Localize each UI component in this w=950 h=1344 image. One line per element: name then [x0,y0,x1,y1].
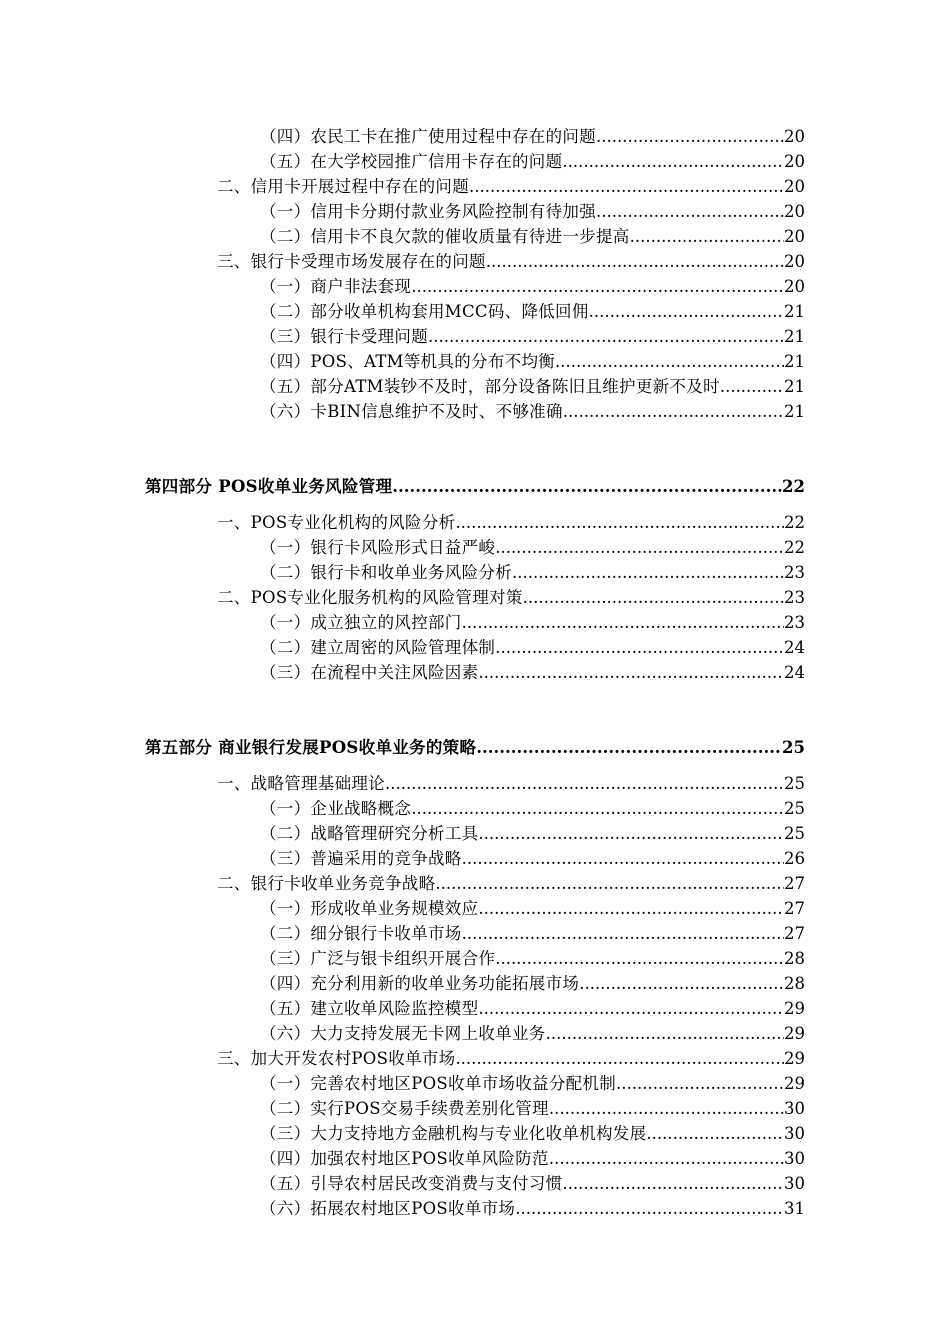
toc-page-number: 29 [784,999,805,1018]
toc-page-number: 25 [782,738,805,757]
toc-page-number: 22 [782,477,805,496]
toc-subsection-entry [260,226,805,248]
toc-subsection-entry [260,276,805,298]
toc-section-entry [217,873,805,895]
toc-page-number: 21 [784,302,805,321]
toc-subsection-entry [260,151,805,173]
toc-entry-title: （二）细分银行卡收单市场 [260,924,462,943]
toc-dot-leader [515,1198,784,1220]
toc-subsection-entry [260,1173,805,1195]
toc-dot-leader [462,612,784,634]
toc-dot-leader [411,798,784,820]
toc-dot-leader [546,1023,784,1045]
toc-subsection-entry [260,201,805,223]
toc-subsection-entry [260,823,805,845]
toc-entry-title: 二、POS专业化服务机构的风险管理对策 [217,588,523,607]
toc-page-number: 20 [784,277,805,296]
toc-entry-title: （二）信用卡不良欠款的催收质量有待进一步提高 [260,227,630,246]
toc-dot-leader [455,1048,784,1070]
toc-subsection-entry [260,798,805,820]
toc-subsection-entry [260,562,805,584]
toc-dot-leader [476,737,782,759]
toc-dot-leader [486,251,784,273]
toc-section-entry [217,773,805,795]
toc-dot-leader [478,898,784,920]
toc-section-entry [217,176,805,198]
toc-entry-title: （五）建立收单风险监控模型 [260,999,479,1018]
toc-entry-title: 三、银行卡受理市场发展存在的问题 [217,252,486,271]
toc-subsection-entry [260,376,805,398]
toc-page-number: 30 [784,1174,805,1193]
toc-section-entry [217,251,805,273]
toc-dot-leader [411,276,784,298]
toc-dot-leader [596,201,784,223]
toc-subsection-entry [260,1023,805,1045]
toc-entry-title: （一）完善农村地区POS收单市场收益分配机制 [260,1074,617,1093]
toc-entry-title: 二、信用卡开展过程中存在的问题 [217,177,469,196]
toc-dot-leader [562,1173,784,1195]
toc-dot-leader [720,376,784,398]
toc-entry-title: （一）商户非法套现 [260,277,412,296]
toc-dot-leader [435,873,784,895]
toc-page-number: 22 [784,538,805,557]
toc-entry-title: 一、POS专业化机构的风险分析 [217,513,456,532]
toc-subsection-entry [260,898,805,920]
toc-part-heading [145,476,805,498]
toc-subsection-entry [260,1148,805,1170]
toc-entry-title: 一、战略管理基础理论 [217,774,385,793]
toc-page-number: 20 [784,227,805,246]
toc-dot-leader [462,923,784,945]
toc-subsection-entry [260,973,805,995]
toc-entry-title: （三）在流程中关注风险因素 [260,663,479,682]
toc-dot-leader [512,562,784,584]
toc-dot-leader [495,537,784,559]
toc-page-number: 24 [784,663,805,682]
toc-page-number: 27 [784,899,805,918]
toc-page-number: 23 [784,588,805,607]
toc-page-number: 22 [784,513,805,532]
toc-subsection-entry [260,401,805,423]
toc-dot-leader [428,326,784,348]
toc-dot-leader [646,1123,784,1145]
toc-page-number: 29 [784,1049,805,1068]
toc-dot-leader [549,1148,784,1170]
toc-entry-title: （四）加强农村地区POS收单风险防范 [260,1149,549,1168]
toc-entry-title: （一）信用卡分期付款业务风险控制有待加强 [260,202,596,221]
toc-page-number: 24 [784,638,805,657]
toc-entry-title: 二、银行卡收单业务竞争战略 [217,874,436,893]
toc-page-number: 29 [784,1024,805,1043]
toc-dot-leader [579,973,784,995]
toc-subsection-entry [260,351,805,373]
toc-dot-leader [562,151,784,173]
toc-page-number: 23 [784,563,805,582]
toc-dot-leader [596,126,784,148]
toc-subsection-entry [260,923,805,945]
toc-page-number: 30 [784,1099,805,1118]
toc-dot-leader [462,848,784,870]
toc-page-number: 21 [784,352,805,371]
toc-dot-leader [455,512,784,534]
toc-dot-leader [555,351,784,373]
toc-entry-title: （一）银行卡风险形式日益严峻 [260,538,496,557]
toc-subsection-entry [260,1073,805,1095]
toc-page-number: 20 [784,252,805,271]
toc-subsection-entry [260,998,805,1020]
toc-dot-leader [616,1073,784,1095]
toc-entry-title: （四）农民工卡在推广使用过程中存在的问题 [260,127,596,146]
toc-page-number: 30 [784,1149,805,1168]
toc-dot-leader [495,948,784,970]
toc-entry-title: （三）普遍采用的竞争战略 [260,849,462,868]
toc-entry-title: （二）部分收单机构套用MCC码、降低回佣 [260,302,589,321]
toc-entry-title: （五）引导农村居民改变消费与支付习惯 [260,1174,563,1193]
toc-entry-title: （三）广泛与银卡组织开展合作 [260,949,496,968]
toc-entry-title: 第五部分 商业银行发展POS收单业务的策略 [145,738,477,757]
toc-entry-title: （三）大力支持地方金融机构与专业化收单机构发展 [260,1124,647,1143]
toc-subsection-entry [260,537,805,559]
toc-page-number: 21 [784,327,805,346]
toc-subsection-entry [260,326,805,348]
toc-page-number: 28 [784,949,805,968]
toc-page-number: 28 [784,974,805,993]
toc-entry-title: （二）建立周密的风险管理体制 [260,638,496,657]
toc-part-heading [145,737,805,759]
toc-subsection-entry [260,948,805,970]
toc-subsection-entry [260,637,805,659]
toc-page-number: 23 [784,613,805,632]
toc-entry-title: （二）实行POS交易手续费差别化管理 [260,1099,549,1118]
toc-entry-title: （五）在大学校园推广信用卡存在的问题 [260,152,563,171]
toc-page-number: 25 [784,774,805,793]
toc-subsection-entry [260,1098,805,1120]
toc-section-entry [217,587,805,609]
toc-dot-leader [392,476,782,498]
toc-subsection-entry [260,662,805,684]
toc-subsection-entry [260,1198,805,1220]
toc-page-number: 31 [784,1199,805,1218]
toc-dot-leader [589,301,784,323]
toc-entry-title: （一）成立独立的风控部门 [260,613,462,632]
toc-subsection-entry [260,301,805,323]
toc-entry-title: （六）拓展农村地区POS收单市场 [260,1199,516,1218]
toc-dot-leader [495,637,784,659]
toc-subsection-entry [260,848,805,870]
toc-page-number: 20 [784,152,805,171]
toc-dot-leader [478,823,784,845]
toc-page-number: 20 [784,177,805,196]
toc-dot-leader [549,1098,784,1120]
toc-page-number: 20 [784,127,805,146]
toc-entry-title: （二）战略管理研究分析工具 [260,824,479,843]
toc-page-number: 26 [784,849,805,868]
toc-page-number: 30 [784,1124,805,1143]
toc-entry-title: （四）充分利用新的收单业务功能拓展市场 [260,974,580,993]
toc-section-entry [217,512,805,534]
toc-dot-leader [630,226,784,248]
toc-section-entry [217,1048,805,1070]
toc-page-number: 27 [784,924,805,943]
toc-entry-title: 第四部分 POS收单业务风险管理 [145,477,393,496]
toc-entry-title: （一）形成收单业务规模效应 [260,899,479,918]
toc-entry-title: 三、加大开发农村POS收单市场 [217,1049,456,1068]
toc-page-number: 29 [784,1074,805,1093]
toc-page-number: 25 [784,824,805,843]
toc-page-number: 21 [784,402,805,421]
toc-entry-title: （二）银行卡和收单业务风险分析 [260,563,512,582]
toc-dot-leader [478,998,784,1020]
toc-entry-title: （六）大力支持发展无卡网上收单业务 [260,1024,546,1043]
toc-dot-leader [385,773,784,795]
toc-entry-title: （一）企业战略概念 [260,799,412,818]
toc-dot-leader [478,662,784,684]
toc-subsection-entry [260,612,805,634]
toc-entry-title: （三）银行卡受理问题 [260,327,428,346]
toc-dot-leader [563,401,784,423]
toc-entry-title: （五）部分ATM装钞不及时，部分设备陈旧且维护更新不及时 [260,377,720,396]
toc-page-number: 21 [784,377,805,396]
toc-subsection-entry [260,126,805,148]
toc-page-number: 27 [784,874,805,893]
toc-page-number: 20 [784,202,805,221]
toc-entry-title: （四）POS、ATM等机具的分布不均衡 [260,352,556,371]
toc-dot-leader [469,176,784,198]
toc-page-number: 25 [784,799,805,818]
toc-entry-title: （六）卡BIN信息维护不及时、不够准确 [260,402,563,421]
toc-subsection-entry [260,1123,805,1145]
toc-dot-leader [523,587,784,609]
